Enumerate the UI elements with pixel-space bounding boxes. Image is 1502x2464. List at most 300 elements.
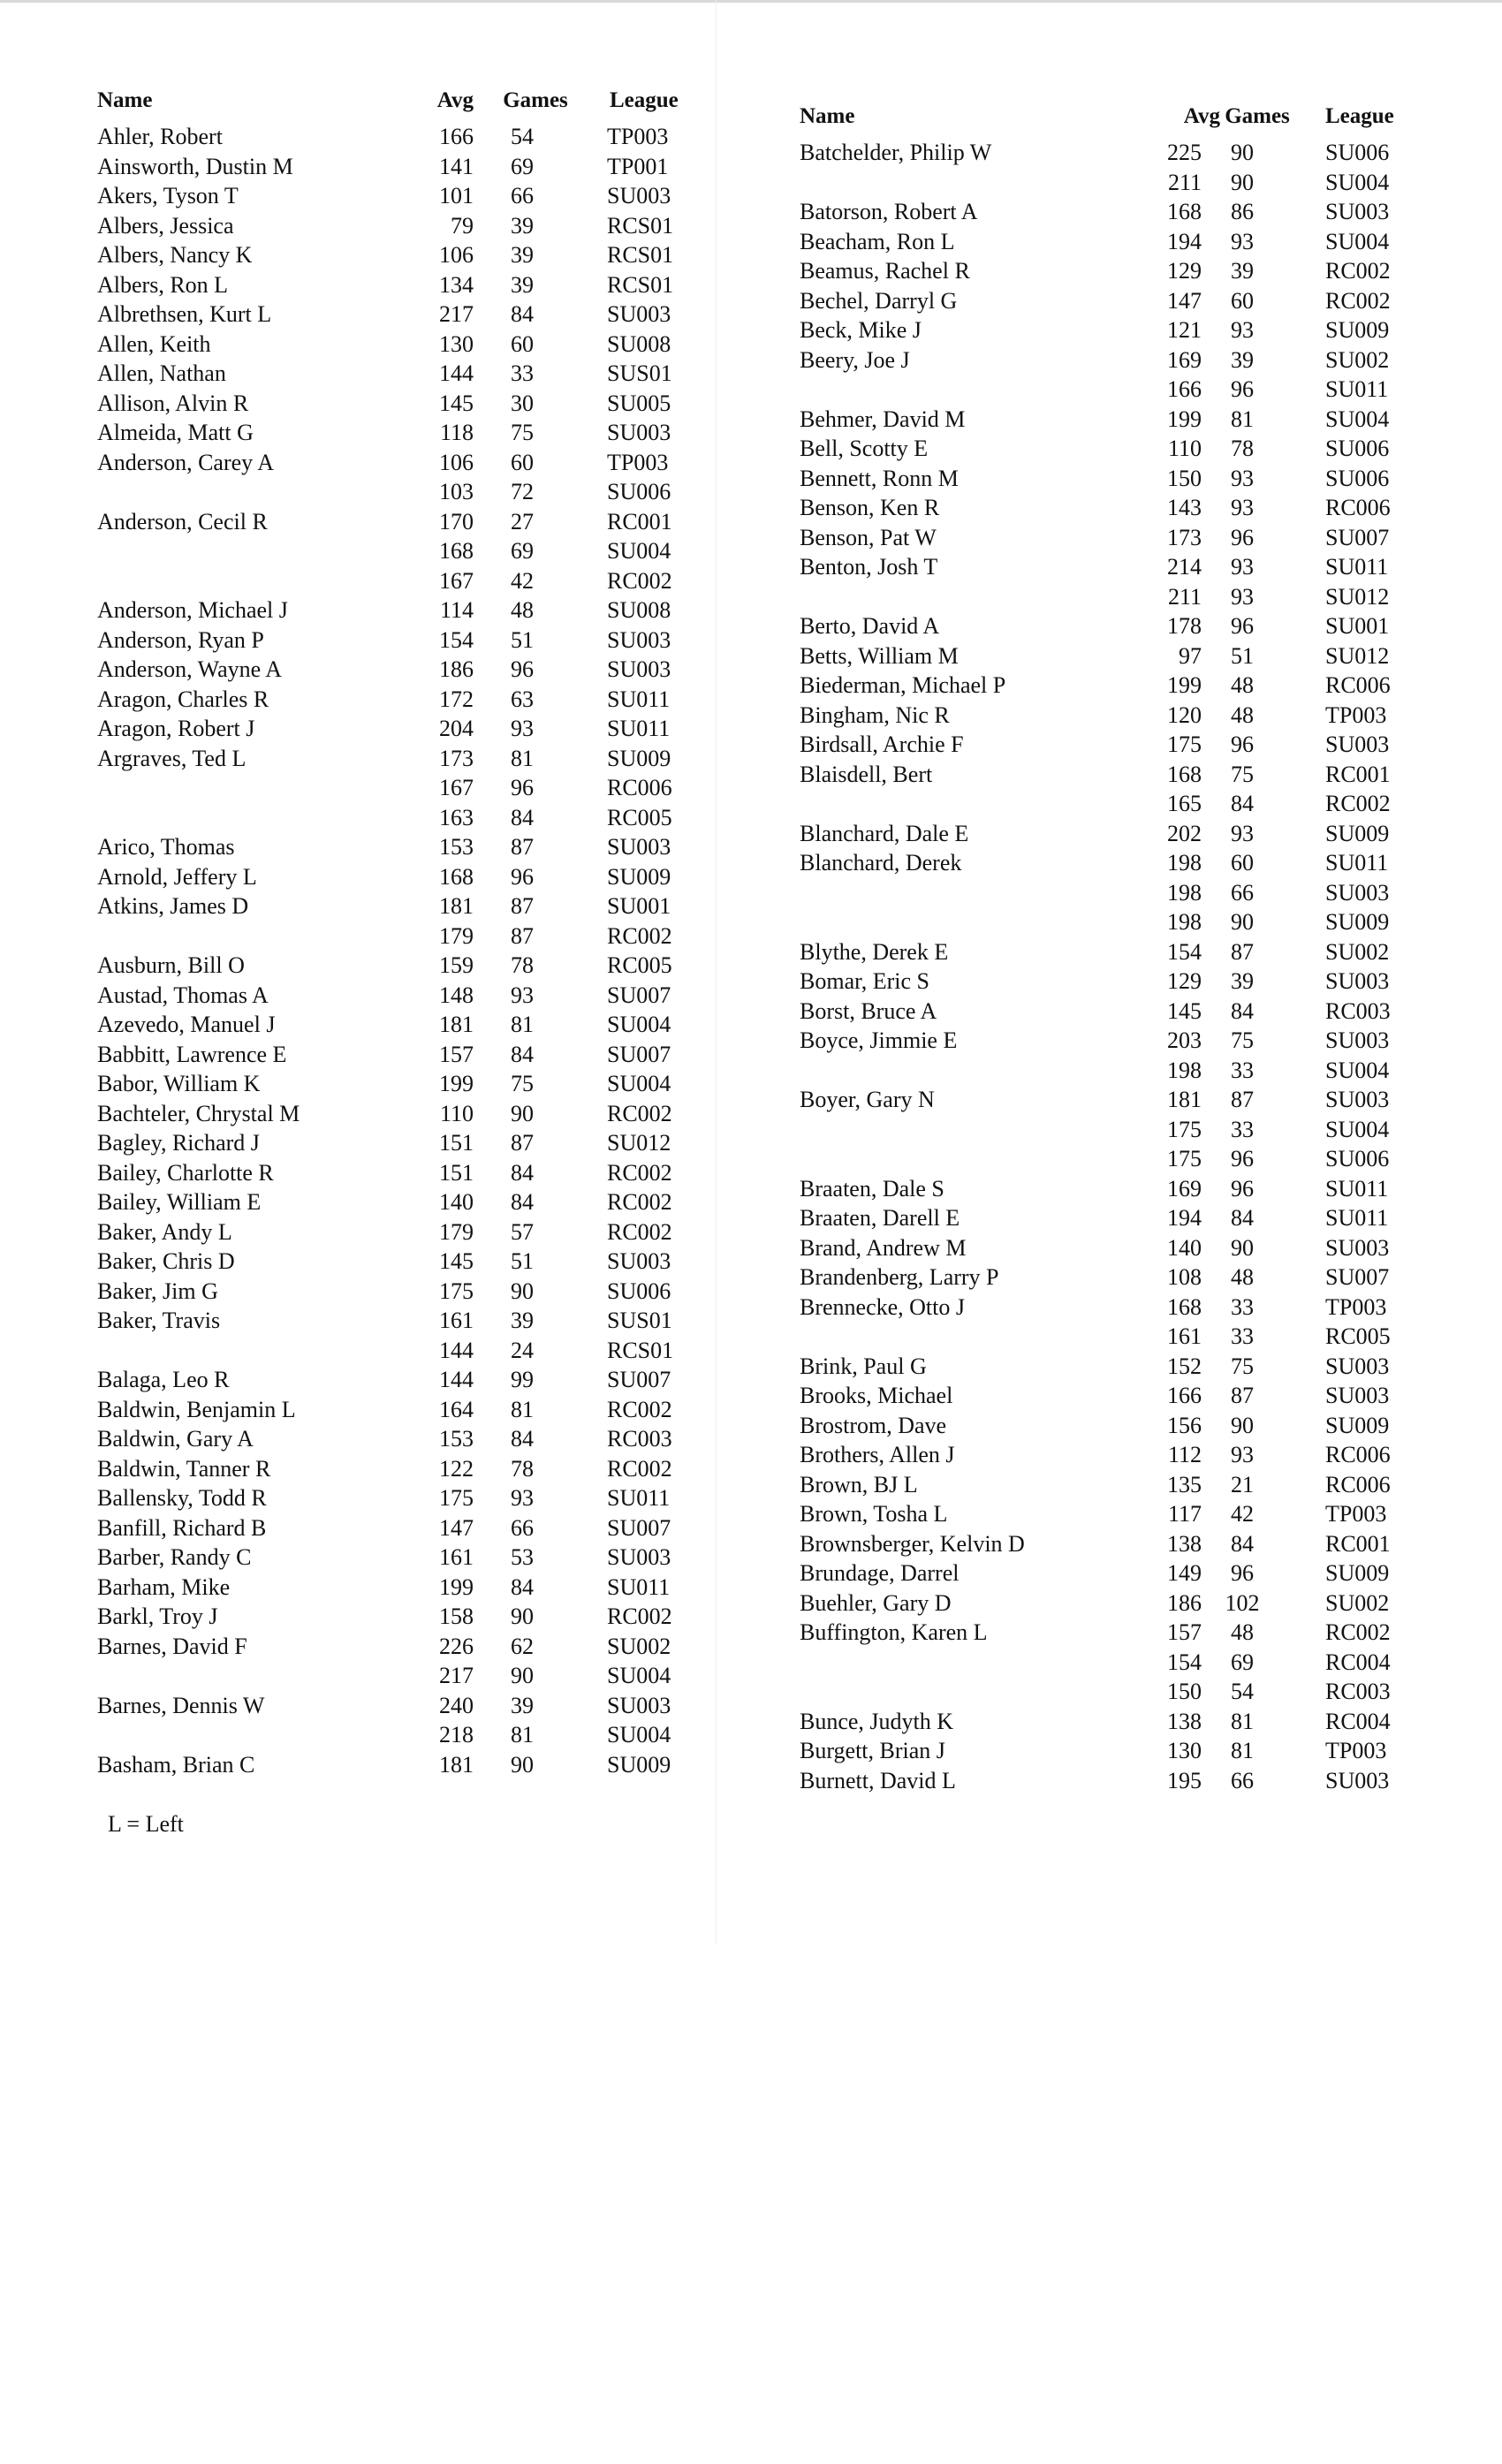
bowler-name: Ainsworth, Dustin M [97,153,293,179]
table-row [800,1736,1418,1766]
bowler-games: 90 [511,1663,534,1688]
bowler-games: 51 [1231,642,1254,669]
left-column [97,88,716,1779]
bowler-games: 93 [1231,820,1254,846]
bowler-league: SU003 [1325,968,1390,994]
bowler-games: 66 [1231,1767,1254,1793]
table-row [800,405,1418,435]
bowler-name: Brand, Andrew M [800,1234,967,1261]
right-column [800,104,1418,1795]
table-row [97,625,716,656]
table-row [97,685,716,715]
table-row [97,595,716,625]
bowler-name: Aragon, Robert J [97,716,255,741]
bowler-avg: 164 [439,1396,474,1422]
table-row [97,951,716,981]
bowler-league: SU002 [1325,938,1390,965]
bowler-avg: 141 [439,153,474,179]
bowler-league: RC003 [1325,1679,1391,1704]
bowler-games: 90 [1231,909,1254,935]
table-row [800,168,1418,198]
bowler-games: 51 [511,626,534,653]
table-row [97,1365,716,1395]
table-row [800,1470,1418,1500]
bowler-league: RCS01 [607,212,674,239]
table-row [97,240,716,270]
table-row [800,1707,1418,1737]
bowler-avg: 178 [1167,613,1202,639]
bowler-avg: 129 [1167,258,1202,284]
bowler-league: SU012 [1325,583,1390,610]
bowler-games: 72 [511,479,534,504]
bowler-league: SU009 [1325,909,1390,935]
bowler-name: Biederman, Michael P [800,672,1006,698]
table-row [800,1262,1418,1293]
bowler-avg: 156 [1167,1412,1202,1438]
bowler-avg: 167 [439,775,474,800]
bowler-name: Boyce, Jimmie E [800,1027,958,1053]
bowler-name: Beacham, Ron L [800,228,955,254]
header-league: League [1325,104,1394,128]
bowler-avg: 158 [439,1603,474,1629]
bowler-games: 69 [1231,1649,1254,1675]
bowler-name: Brostrom, Dave [800,1412,947,1438]
bowler-league: RC002 [607,567,672,594]
bowler-avg: 199 [1167,406,1202,432]
table-row [97,1306,716,1336]
bowler-games: 84 [511,804,534,830]
bowler-games: 90 [1231,169,1254,195]
bowler-name: Borst, Bruce A [800,997,937,1024]
bowler-league: SU003 [1325,1767,1390,1793]
bowler-games: 75 [511,1071,534,1096]
table-row [800,701,1418,731]
legend-note: L = Left [108,1811,184,1837]
table-row [97,1632,716,1662]
bowler-avg: 226 [439,1633,474,1659]
bowler-avg: 117 [1167,1501,1202,1527]
bowler-league: RC001 [1325,761,1391,787]
bowler-league: SU005 [607,390,671,416]
bowler-league: RCS01 [607,1337,674,1363]
table-row [800,1293,1418,1323]
table-row [800,967,1418,997]
bowler-name: Albers, Jessica [97,212,234,239]
bowler-league: SU002 [1325,346,1390,373]
bowler-league: RC005 [1325,1323,1391,1349]
bowler-avg: 130 [439,330,474,357]
bowler-league: SU003 [607,656,671,682]
table-row [800,286,1418,316]
bowler-games: 60 [1231,287,1254,314]
bowler-league: SU003 [607,834,671,860]
bowler-name: Barham, Mike [97,1573,231,1600]
bowler-league: SU006 [607,479,671,504]
bowler-name: Ahler, Robert [97,124,223,149]
table-row [800,819,1418,849]
bowler-name: Buehler, Gary D [800,1589,952,1616]
table-row [800,1056,1418,1086]
bowler-league: RC003 [1325,997,1391,1024]
bowler-avg: 175 [1167,1116,1202,1142]
bowler-league: SU007 [607,1514,671,1541]
right-header-row [800,104,1418,138]
bowler-avg: 181 [439,1751,474,1778]
bowler-name: Argraves, Ted L [97,745,247,771]
bowler-games: 63 [511,686,534,712]
bowler-name: Benson, Pat W [800,524,937,550]
bowler-league: SU003 [1325,1087,1390,1112]
bowler-avg: 168 [1167,761,1202,787]
bowler-name: Albers, Ron L [97,271,229,298]
table-row [97,507,716,537]
table-row [97,1277,716,1307]
table-row [800,1174,1418,1204]
table-row [97,536,716,566]
bowler-games: 81 [1231,406,1254,432]
bowler-name: Beck, Mike J [800,317,922,343]
bowler-avg: 173 [439,745,474,771]
bowler-league: SU004 [1325,169,1390,195]
table-row [97,1099,716,1129]
bowler-avg: 143 [1167,495,1202,520]
bowler-name: Baker, Chris D [97,1248,235,1274]
bowler-league: SU007 [1325,524,1390,550]
bowler-name: Barber, Randy C [97,1544,252,1570]
bowler-league: RC006 [1325,1471,1391,1497]
bowler-name: Bailey, William E [97,1189,262,1215]
bowler-name: Allen, Nathan [97,360,226,386]
bowler-avg: 240 [439,1692,474,1718]
table-row [800,1677,1418,1707]
table-row [800,464,1418,494]
table-row [97,330,716,360]
bowler-avg: 154 [439,626,474,653]
header-games: Games [503,88,568,112]
bowler-name: Blanchard, Dale E [800,820,969,846]
bowler-league: SU004 [607,1071,671,1096]
table-row [97,862,716,892]
bowler-avg: 108 [1167,1264,1202,1290]
bowler-league: SU007 [607,1041,671,1067]
bowler-games: 33 [1231,1057,1254,1083]
bowler-avg: 161 [439,1544,474,1570]
table-row [800,937,1418,967]
bowler-name: Albrethsen, Kurt L [97,301,272,327]
bowler-games: 75 [1231,1027,1254,1053]
table-row [800,641,1418,671]
table-row [97,1720,716,1750]
table-row [97,1247,716,1277]
bowler-avg: 150 [1167,465,1202,491]
table-row [97,152,716,182]
bowler-games: 30 [511,390,534,416]
bowler-name: Brown, Tosha L [800,1501,948,1527]
bowler-league: RCS01 [607,242,674,268]
right-rows [800,138,1418,1795]
bowler-avg: 118 [439,420,474,445]
bowler-games: 75 [1231,761,1254,787]
bowler-league: SU003 [1325,199,1390,224]
bowler-avg: 149 [1167,1560,1202,1586]
table-row [97,566,716,596]
table-row [97,181,716,211]
bowler-league: RC002 [607,1396,672,1422]
bowler-games: 96 [511,656,534,682]
bowler-games: 33 [1231,1116,1254,1142]
bowler-avg: 167 [439,567,474,594]
bowler-avg: 144 [439,360,474,386]
bowler-name: Baldwin, Tanner R [97,1455,271,1482]
bowler-avg: 110 [439,1100,474,1126]
bowler-avg: 130 [1167,1738,1202,1763]
bowler-avg: 194 [1167,228,1202,254]
table-row [800,1766,1418,1796]
bowler-avg: 145 [439,390,474,416]
bowler-name: Anderson, Wayne A [97,656,283,682]
bowler-games: 81 [511,1396,534,1422]
table-row [97,270,716,300]
bowler-avg: 166 [1167,376,1202,402]
bowler-league: RC002 [607,1218,672,1245]
bowler-league: SU003 [1325,1027,1390,1053]
bowler-avg: 101 [439,183,474,208]
table-row [800,611,1418,641]
table-row [800,523,1418,553]
bowler-games: 87 [1231,1087,1254,1112]
table-row [800,227,1418,257]
header-avg: Avg [1183,104,1220,128]
bowler-games: 90 [511,1751,534,1778]
bowler-avg: 179 [439,922,474,949]
bowler-games: 54 [511,124,534,149]
bowler-name: Baker, Jim G [97,1277,218,1304]
bowler-games: 21 [1231,1471,1254,1497]
left-header-row [97,88,716,122]
bowler-games: 102 [1225,1589,1260,1616]
bowler-games: 69 [511,153,534,179]
table-row [800,434,1418,464]
bowler-league: TP003 [607,449,669,475]
bowler-league: SU011 [607,686,671,712]
bowler-games: 93 [511,982,534,1008]
bowler-avg: 170 [439,508,474,534]
table-row [97,891,716,921]
bowler-games: 84 [511,1426,534,1452]
bowler-games: 84 [511,301,534,327]
bowler-name: Albers, Nancy K [97,242,253,268]
bowler-avg: 211 [1167,583,1202,610]
bowler-avg: 181 [1167,1087,1202,1112]
table-row [97,448,716,478]
bowler-league: SU011 [1325,1205,1389,1231]
bowler-league: SU004 [1325,406,1390,432]
table-row [97,1217,716,1247]
bowler-avg: 144 [439,1367,474,1392]
bowler-games: 93 [1231,317,1254,343]
bowler-avg: 114 [439,597,474,623]
table-row [800,1529,1418,1559]
header-games: Games [1225,104,1290,128]
bowler-avg: 166 [1167,1383,1202,1408]
bowler-league: RC002 [607,1159,672,1186]
bowler-avg: 179 [439,1218,474,1245]
bowler-league: RC004 [1325,1708,1391,1734]
bowler-games: 48 [1231,672,1254,698]
bowler-games: 39 [1231,258,1254,284]
bowler-name: Atkins, James D [97,893,249,919]
bowler-league: SU011 [607,716,671,741]
bowler-games: 39 [1231,968,1254,994]
bowler-games: 54 [1231,1679,1254,1704]
bowler-name: Babbitt, Lawrence E [97,1041,287,1067]
table-row [97,1395,716,1425]
bowler-league: RC002 [1325,287,1391,314]
bowler-league: SU003 [1325,732,1390,757]
bowler-league: SU002 [1325,1589,1390,1616]
bowler-name: Allen, Keith [97,330,211,357]
bowler-league: SU011 [1325,376,1389,402]
bowler-league: RC002 [607,922,672,949]
bowler-games: 75 [511,420,534,445]
bowler-league: SU002 [607,1633,671,1659]
table-row [97,1691,716,1721]
bowler-avg: 217 [439,1663,474,1688]
bowler-league: TP003 [1325,1738,1387,1763]
bowler-name: Brothers, Allen J [800,1442,955,1467]
table-row [97,655,716,685]
table-row [97,773,716,803]
table-row [97,1750,716,1780]
table-row [97,122,716,152]
bowler-games: 42 [511,567,534,594]
bowler-avg: 194 [1167,1205,1202,1231]
bowler-league: TP003 [1325,1501,1387,1527]
bowler-name: Batchelder, Philip W [800,140,992,165]
table-row [97,477,716,507]
bowler-league: SU006 [1325,1146,1390,1171]
bowler-league: RCS01 [607,271,674,298]
bowler-name: Bennett, Ronn M [800,465,959,491]
bowler-league: TP003 [1325,701,1387,728]
bowler-avg: 97 [1179,642,1202,669]
table-row [800,1085,1418,1115]
bowler-avg: 225 [1167,140,1202,165]
bowler-games: 39 [511,212,534,239]
bowler-avg: 154 [1167,1649,1202,1675]
bowler-name: Benson, Ken R [800,495,940,520]
table-row [97,359,716,389]
bowler-league: SU004 [1325,228,1390,254]
bowler-avg: 169 [1167,1175,1202,1202]
bowler-games: 48 [511,597,534,623]
bowler-avg: 153 [439,1426,474,1452]
bowler-avg: 121 [1167,317,1202,343]
bowler-name: Anderson, Carey A [97,449,275,475]
table-row [800,1352,1418,1382]
bowler-league: SU006 [1325,140,1390,165]
bowler-name: Azevedo, Manuel J [97,1012,276,1037]
bowler-games: 39 [511,242,534,268]
bowler-games: 78 [1231,436,1254,461]
bowler-games: 96 [1231,613,1254,639]
bowler-name: Braaten, Dale S [800,1175,944,1202]
bowler-games: 69 [511,538,534,564]
bowler-avg: 175 [1167,1146,1202,1171]
bowler-avg: 198 [1167,909,1202,935]
bowler-avg: 173 [1167,524,1202,550]
bowler-name: Ballensky, Todd R [97,1485,267,1511]
bowler-games: 33 [1231,1323,1254,1349]
bowler-games: 96 [1231,376,1254,402]
bowler-name: Buffington, Karen L [800,1619,988,1645]
bowler-name: Blythe, Derek E [800,938,949,965]
bowler-games: 96 [1231,1175,1254,1202]
bowler-games: 87 [511,922,534,949]
bowler-league: SU011 [1325,554,1389,580]
bowler-games: 84 [1231,997,1254,1024]
bowler-name: Bagley, Richard J [97,1130,260,1156]
table-row [97,1483,716,1513]
bowler-league: SU003 [1325,1383,1390,1408]
bowler-name: Bunce, Judyth K [800,1708,954,1734]
bowler-avg: 217 [439,301,474,327]
header-league: League [610,88,679,112]
bowler-name: Baker, Andy L [97,1218,232,1245]
bowler-avg: 211 [1167,169,1202,195]
bowler-league: RC002 [607,1455,672,1482]
bowler-name: Brundage, Darrel [800,1560,960,1586]
bowler-league: SU009 [1325,1412,1390,1438]
bowler-games: 96 [1231,1560,1254,1586]
bowler-name: Baker, Travis [97,1308,221,1333]
bowler-league: RC003 [607,1426,672,1452]
bowler-games: 81 [511,1722,534,1748]
table-row [97,1069,716,1099]
bowler-avg: 157 [1167,1619,1202,1645]
bowler-name: Boyer, Gary N [800,1087,935,1112]
bowler-games: 93 [1231,495,1254,520]
bowler-avg: 175 [1167,732,1202,757]
bowler-name: Bell, Scotty E [800,436,929,461]
bowler-games: 93 [511,716,534,741]
bowler-name: Birdsall, Archie F [800,732,964,757]
table-row [800,1144,1418,1174]
bowler-games: 96 [1231,1146,1254,1171]
table-row [97,299,716,330]
bowler-avg: 134 [439,271,474,298]
bowler-games: 93 [1231,1442,1254,1467]
bowler-name: Anderson, Michael J [97,597,288,623]
table-row [800,760,1418,790]
bowler-league: RC002 [1325,258,1391,284]
bowler-name: Anderson, Ryan P [97,626,264,653]
table-row [800,878,1418,908]
bowler-games: 62 [511,1633,534,1659]
bowler-games: 96 [1231,732,1254,757]
bowler-avg: 199 [439,1071,474,1096]
bowler-league: SU004 [1325,1116,1390,1142]
table-row [97,1128,716,1158]
bowler-games: 48 [1231,1619,1254,1645]
bowler-avg: 140 [1167,1234,1202,1261]
bowler-league: SU004 [607,1663,671,1688]
bowler-league: SUS01 [607,1308,672,1333]
bowler-avg: 145 [439,1248,474,1274]
bowler-league: SU004 [607,1012,671,1037]
bowler-games: 84 [1231,791,1254,816]
bowler-games: 87 [511,1130,534,1156]
